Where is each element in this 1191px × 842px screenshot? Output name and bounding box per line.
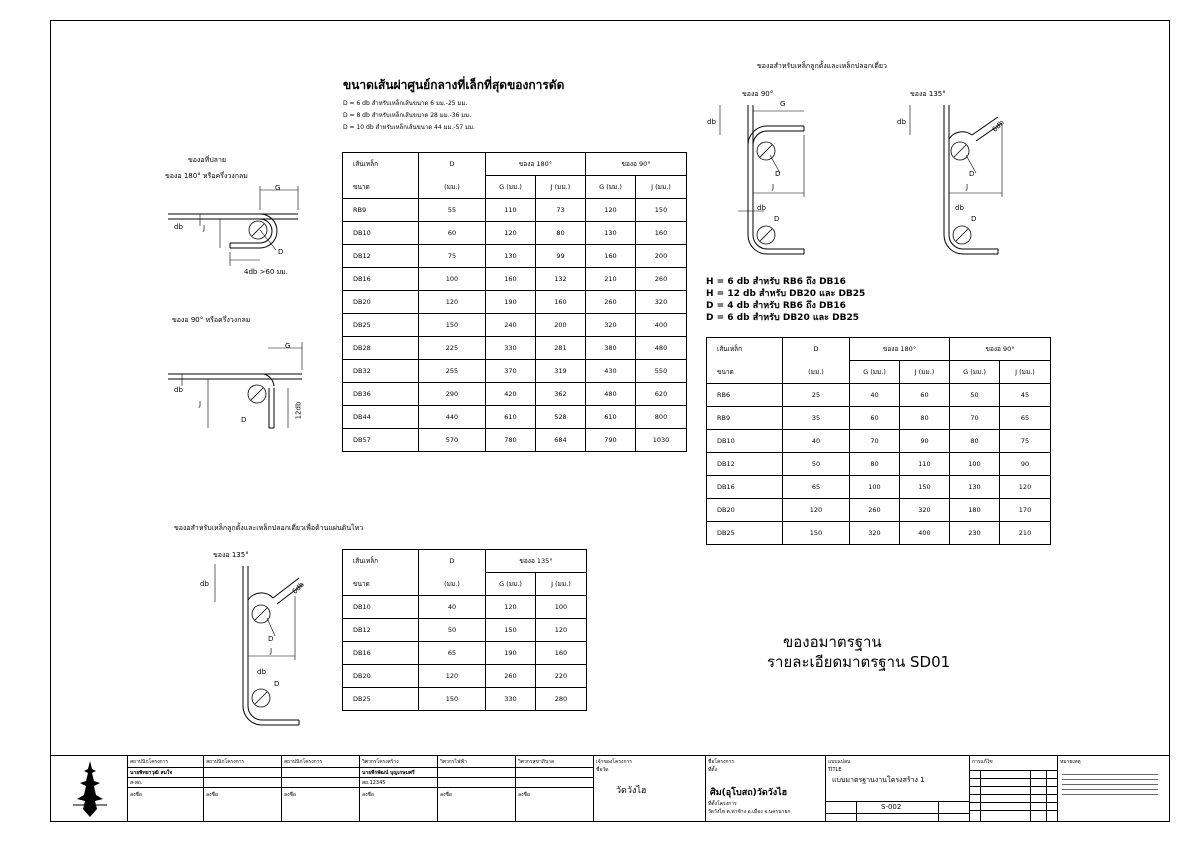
value-cell: 160 [586, 245, 636, 268]
value-cell: 150 [419, 314, 486, 337]
bar-size-cell: RB6 [707, 384, 783, 407]
value-cell: 99 [536, 245, 586, 268]
value-cell: 60 [900, 384, 950, 407]
hook90-d: D [241, 416, 247, 424]
value-cell: 160 [636, 222, 687, 245]
value-cell: 1030 [636, 429, 687, 452]
value-cell: 130 [486, 245, 536, 268]
table-row [343, 314, 687, 337]
hook90-db: db [174, 386, 183, 394]
hook180-g: G [275, 184, 281, 192]
t2-h-d: D [783, 338, 850, 361]
bend-table-seismic [342, 549, 587, 711]
tb-architect-2: สถาปนิกโครงการ ลงชื่อ [203, 756, 281, 821]
value-cell: 65 [783, 476, 850, 499]
value-cell: 180 [950, 499, 1000, 522]
value-cell: 330 [486, 337, 536, 360]
value-cell: 160 [536, 291, 586, 314]
bar-size-cell: DB36 [343, 383, 419, 406]
stirrup135-drawing [890, 95, 1010, 265]
t2-h-unit: (มม.) [783, 361, 850, 384]
value-cell: 430 [586, 360, 636, 383]
value-cell: 73 [536, 199, 586, 222]
tb-revision: การแก้ไข [969, 756, 1057, 821]
value-cell: 100 [850, 476, 900, 499]
value-cell: 150 [783, 522, 850, 545]
tb-remarks: หมายเหตุ [1057, 756, 1169, 821]
hook180-db: db [174, 223, 183, 231]
value-cell: 120 [486, 222, 536, 245]
value-cell: 90 [1000, 453, 1051, 476]
stirrup90-db: db [707, 118, 716, 126]
t3-h-hook135: ของอ 135° [486, 550, 587, 573]
value-cell: 190 [486, 642, 536, 665]
value-cell: 320 [850, 522, 900, 545]
table-row [343, 268, 687, 291]
value-cell: 70 [950, 407, 1000, 430]
value-cell: 170 [1000, 499, 1051, 522]
bar-size-cell: DB32 [343, 360, 419, 383]
note-2: D = 8 db สำหรับเหล็กเส้นขนาด 28 มม.-36 มม. [343, 112, 472, 119]
value-cell: 75 [1000, 430, 1051, 453]
value-cell: 281 [536, 337, 586, 360]
stirrup135-6db: 6db [990, 118, 1006, 134]
t1-h-j90: J (มม.) [636, 176, 687, 199]
value-cell: 40 [419, 596, 486, 619]
stirrup90-j: J [772, 183, 775, 191]
value-cell: 319 [536, 360, 586, 383]
value-cell: 100 [536, 596, 587, 619]
stirrup135-d: D [969, 170, 975, 178]
table-row [343, 429, 687, 452]
table-row [343, 337, 687, 360]
table-row [343, 383, 687, 406]
stirrup90-db2: db [757, 204, 766, 212]
bar-size-cell: DB10 [343, 222, 419, 245]
tb-owner: เจ้าของโครงการ ชื่อวัด วัดวังไฮ [593, 756, 705, 821]
table-row [343, 665, 587, 688]
t3-h-size: ขนาด [343, 573, 419, 596]
main-heading: ขนาดเส้นผ่าศูนย์กลางที่เล็กที่สุดของการดัด [343, 78, 565, 92]
bar-size-cell: DB20 [343, 665, 419, 688]
value-cell: 330 [486, 688, 536, 711]
hook180-label: ของอ 180° หรือครึ่งวงกลม [165, 172, 248, 180]
value-cell: 70 [850, 430, 900, 453]
value-cell: 50 [950, 384, 1000, 407]
value-cell: 75 [419, 245, 486, 268]
value-cell: 420 [486, 383, 536, 406]
seismic-d: D [268, 635, 274, 643]
stirrup-title: ของอสำหรับเหล็กลูกตั้งและเหล็กปลอกเดี่ยว [757, 62, 887, 70]
t2-h-hook180: ของอ 180° [850, 338, 950, 361]
value-cell: 200 [636, 245, 687, 268]
value-cell: 120 [783, 499, 850, 522]
value-cell: 80 [950, 430, 1000, 453]
value-cell: 80 [900, 407, 950, 430]
t3-h-bar: เส้นเหล็ก [343, 550, 419, 573]
value-cell: 150 [900, 476, 950, 499]
t3-h-unit: (มม.) [419, 573, 486, 596]
t3-h-g: G (มม.) [486, 573, 536, 596]
bar-size-cell: DB16 [707, 476, 783, 499]
stirrup135-d2: D [971, 215, 977, 223]
table-row [343, 199, 687, 222]
hook180-d: D [278, 248, 284, 256]
value-cell: 260 [636, 268, 687, 291]
value-cell: 620 [636, 383, 687, 406]
value-cell: 50 [419, 619, 486, 642]
remarks-text-block [1062, 772, 1158, 798]
table-row [343, 596, 587, 619]
t2-h-bar: เส้นเหล็ก [707, 338, 783, 361]
value-cell: 132 [536, 268, 586, 291]
tb-sanitary-engineer: วิศวกรสุขาภิบาล ลงชื่อ [515, 756, 593, 821]
t2-h-j90: J (มม.) [1000, 361, 1051, 384]
table-row [343, 222, 687, 245]
seismic135-label: ของอ 135° [213, 551, 249, 559]
value-cell: 90 [900, 430, 950, 453]
end-hook-title: ของอที่ปลาย [188, 156, 226, 164]
tb-drawing-title: แบบแปลน TITLE แบบมาตรฐานงานโครงสร้าง 1 S-002 [825, 756, 969, 821]
value-cell: 230 [950, 522, 1000, 545]
hook180-min-ext: 4db >60 มม. [244, 268, 289, 276]
t2-h-hook90: ของอ 90° [950, 338, 1051, 361]
stirrup135-j: J [966, 183, 969, 191]
value-cell: 35 [783, 407, 850, 430]
value-cell: 65 [1000, 407, 1051, 430]
value-cell: 150 [486, 619, 536, 642]
t1-h-size: ขนาด [343, 176, 419, 199]
value-cell: 255 [419, 360, 486, 383]
table-row [343, 688, 587, 711]
bar-size-cell: RB9 [343, 199, 419, 222]
table-row [343, 291, 687, 314]
value-cell: 550 [636, 360, 687, 383]
value-cell: 120 [536, 619, 587, 642]
bar-size-cell: DB25 [707, 522, 783, 545]
value-cell: 55 [419, 199, 486, 222]
table-row [707, 522, 1051, 545]
value-cell: 610 [586, 406, 636, 429]
value-cell: 60 [850, 407, 900, 430]
tb-structural-engineer: วิศวกรโครงสร้าง นายพีรพัฒน์ บุญเกษมศรี สย.12345 ลงชื่อ [359, 756, 437, 821]
stirrup90-d2: D [774, 215, 780, 223]
t1-h-hook180: ของอ 180° [486, 153, 586, 176]
legend-3: D = 4 db สำหรับ RB6 ถึง DB16 [706, 301, 846, 311]
stirrup90-g: G [780, 100, 786, 108]
value-cell: 320 [586, 314, 636, 337]
value-cell: 100 [950, 453, 1000, 476]
table-row [707, 384, 1051, 407]
t1-h-bar: เส้นเหล็ก [343, 153, 419, 176]
t3-h-j: J (มม.) [536, 573, 587, 596]
tb-architect-3: สถาปนิกโครงการ ลงชื่อ [281, 756, 359, 821]
bar-size-cell: DB57 [343, 429, 419, 452]
value-cell: 60 [419, 222, 486, 245]
hook90-12db: 12db [294, 401, 303, 420]
table-row [707, 499, 1051, 522]
value-cell: 320 [900, 499, 950, 522]
bar-size-cell: DB44 [343, 406, 419, 429]
table-row [343, 360, 687, 383]
t1-h-unit: (มม.) [419, 176, 486, 199]
table-row [707, 476, 1051, 499]
seismic-db: db [200, 580, 209, 588]
seismic-db2: db [257, 668, 266, 676]
legend-4: D = 6 db สำหรับ DB20 และ DB25 [706, 313, 859, 323]
value-cell: 110 [486, 199, 536, 222]
sheet-title-2: รายละเอียดมาตรฐาน SD01 [767, 653, 951, 671]
title-block [50, 755, 1170, 822]
value-cell: 528 [536, 406, 586, 429]
value-cell: 320 [636, 291, 687, 314]
bar-size-cell: DB10 [707, 430, 783, 453]
t1-h-j180: J (มม.) [536, 176, 586, 199]
value-cell: 120 [486, 596, 536, 619]
legend-1: H = 6 db สำหรับ RB6 ถึง DB16 [706, 277, 846, 287]
value-cell: 210 [1000, 522, 1051, 545]
t1-h-g90: G (มม.) [586, 176, 636, 199]
value-cell: 120 [586, 199, 636, 222]
value-cell: 150 [636, 199, 687, 222]
stirrup90-d: D [775, 170, 781, 178]
t1-h-g180: G (มม.) [486, 176, 536, 199]
temple-emblem-icon [73, 759, 107, 819]
bar-size-cell: DB16 [343, 642, 419, 665]
bar-size-cell: DB10 [343, 596, 419, 619]
t2-h-g180: G (มม.) [850, 361, 900, 384]
t1-h-d: D [419, 153, 486, 176]
seismic-title: ของอสำหรับเหล็กลูกตั้งและเหล็กปลอกเดี่ยวเพื่อต้านแผ่นดินไหว [174, 524, 364, 532]
value-cell: 80 [536, 222, 586, 245]
value-cell: 40 [850, 384, 900, 407]
bar-size-cell: DB12 [343, 619, 419, 642]
bend-table-main [342, 152, 687, 452]
stirrup135-db2: db [955, 204, 964, 212]
seismic-6db: 6db [290, 580, 306, 596]
value-cell: 260 [586, 291, 636, 314]
value-cell: 45 [1000, 384, 1051, 407]
value-cell: 110 [900, 453, 950, 476]
hook90-g: G [285, 342, 291, 350]
stirrup135-db: db [897, 118, 906, 126]
stirrup90-drawing [700, 95, 820, 265]
value-cell: 610 [486, 406, 536, 429]
seismic-j: J [270, 647, 273, 655]
bar-size-cell: DB25 [343, 314, 419, 337]
sheet-title-1: ของอมาตรฐาน [783, 633, 882, 651]
value-cell: 790 [586, 429, 636, 452]
hook90-j: J [199, 400, 202, 408]
hook180-j: J [203, 224, 206, 232]
bar-size-cell: DB20 [707, 499, 783, 522]
value-cell: 120 [1000, 476, 1051, 499]
t2-h-j180: J (มม.) [900, 361, 950, 384]
value-cell: 480 [586, 383, 636, 406]
stirrup90-label: ของอ 90° [742, 90, 774, 98]
value-cell: 120 [419, 665, 486, 688]
legend-2: H = 12 db สำหรับ DB20 และ DB25 [706, 289, 866, 299]
bend-table-stirrup [706, 337, 1051, 545]
value-cell: 160 [486, 268, 536, 291]
value-cell: 50 [783, 453, 850, 476]
tb-architect-1: สถาปนิกโครงการ นายพิทยาวุฒิ สมใจ ส-สถ. ลงชื่อ [127, 756, 203, 821]
note-1: D = 6 db สำหรับเหล็กเส้นขนาด 6 มม.-25 มม. [343, 100, 468, 107]
value-cell: 400 [636, 314, 687, 337]
hook90-label: ของอ 90° หรือครึ่งวงกลม [172, 316, 251, 324]
value-cell: 130 [586, 222, 636, 245]
value-cell: 40 [783, 430, 850, 453]
value-cell: 120 [419, 291, 486, 314]
table-row [343, 245, 687, 268]
value-cell: 160 [536, 642, 587, 665]
stirrup135-label: ของอ 135° [910, 90, 946, 98]
t1-h-hook90: ของอ 90° [586, 153, 687, 176]
value-cell: 25 [783, 384, 850, 407]
table-row [707, 407, 1051, 430]
value-cell: 130 [950, 476, 1000, 499]
value-cell: 240 [486, 314, 536, 337]
bar-size-cell: DB25 [343, 688, 419, 711]
tb-project: ชื่อโครงการ ที่ตั้ง ศิม(อุโบสถ)วัดวังไฮ ที่ตั้งโครงการ วัดวังไฮ ต.ท่าช้าง อ.เมือง จ.นครนายก [705, 756, 825, 821]
value-cell: 80 [850, 453, 900, 476]
value-cell: 260 [486, 665, 536, 688]
value-cell: 225 [419, 337, 486, 360]
value-cell: 290 [419, 383, 486, 406]
note-3: D = 10 db สำหรับเหล็กเส้นขนาด 44 มม.-57 มม. [343, 124, 475, 131]
t3-h-d: D [419, 550, 486, 573]
value-cell: 570 [419, 429, 486, 452]
value-cell: 800 [636, 406, 687, 429]
bar-size-cell: RB9 [707, 407, 783, 430]
value-cell: 200 [536, 314, 586, 337]
bar-size-cell: DB16 [343, 268, 419, 291]
t2-h-size: ขนาด [707, 361, 783, 384]
value-cell: 100 [419, 268, 486, 291]
value-cell: 150 [419, 688, 486, 711]
value-cell: 370 [486, 360, 536, 383]
table-row [343, 619, 587, 642]
bar-size-cell: DB20 [343, 291, 419, 314]
value-cell: 260 [850, 499, 900, 522]
bar-size-cell: DB12 [707, 453, 783, 476]
value-cell: 400 [900, 522, 950, 545]
table-row [343, 406, 687, 429]
bar-size-cell: DB12 [343, 245, 419, 268]
value-cell: 280 [536, 688, 587, 711]
value-cell: 380 [586, 337, 636, 360]
value-cell: 684 [536, 429, 586, 452]
value-cell: 780 [486, 429, 536, 452]
tb-electrical-engineer: วิศวกรไฟฟ้า ลงชื่อ [437, 756, 515, 821]
value-cell: 190 [486, 291, 536, 314]
table-row [343, 642, 587, 665]
seismic-d2: D [274, 680, 280, 688]
value-cell: 440 [419, 406, 486, 429]
value-cell: 220 [536, 665, 587, 688]
value-cell: 362 [536, 383, 586, 406]
t2-h-g90: G (มม.) [950, 361, 1000, 384]
table-row [707, 430, 1051, 453]
table-row [707, 453, 1051, 476]
value-cell: 480 [636, 337, 687, 360]
value-cell: 210 [586, 268, 636, 291]
value-cell: 65 [419, 642, 486, 665]
bar-size-cell: DB28 [343, 337, 419, 360]
